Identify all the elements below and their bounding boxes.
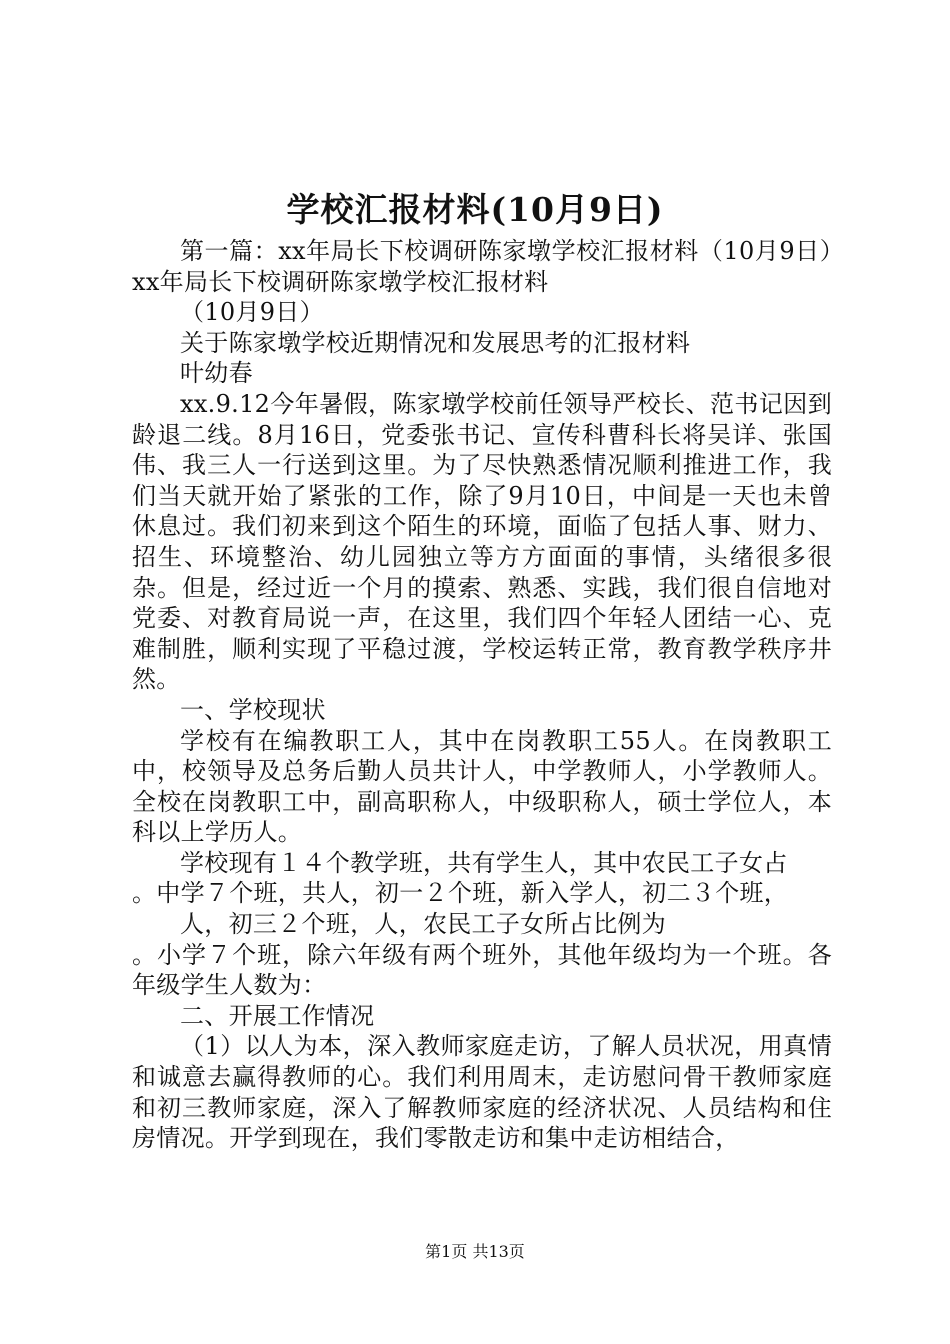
paragraph: xx.9.12今年暑假，陈家墩学校前任领导严校长、范书记因到龄退二线。8月16日，党委张书记、宣传科曹科长将吴详、张国伟、我三人一行送到这里。为了尽快熟悉情况顺利推进工作，我们当天就开始了紧张的工作，除了9月10日，中间是一天也未曾休息过。我们初来到这个陌生的环境，面临了包括人事、财力、招生、环境整治、幼儿园独立等方方面面的事情，头绪很多很杂。但是，经过近一个月的摸索、熟悉、实践，我们很自信地对党委、对教育局说一声，在这里，我们四个年轻人团结一心、克难制胜，顺利实现了平稳过渡，学校运转正常，教育教学秩序井然。: [132, 389, 832, 694]
document-body: [132, 236, 832, 1154]
paragraph: 学校现有１４个教学班，共有学生人，其中农民工子女占: [180, 848, 788, 877]
page-number-footer: 第1页 共13页: [425, 1242, 525, 1261]
section-heading: 二、开展工作情况: [180, 1001, 375, 1030]
section-heading: 一、学校现状: [180, 695, 326, 724]
paragraph: 。中学７个班，共人，初一２个班，新入学人，初二３个班，: [132, 879, 789, 908]
paragraph: （10月9日）: [180, 298, 324, 327]
paragraph: 。小学７个班，除六年级有两个班外，其他年级均为一个班。各年级学生人数为：: [132, 940, 832, 1000]
paragraph: 关于陈家墩学校近期情况和发展思考的汇报材料: [180, 328, 691, 357]
document-title: 学校汇报材料(10月9日): [286, 190, 664, 229]
paragraph: （1）以人为本，深入教师家庭走访，了解人员状况，用真情和诚意去赢得教师的心。我们利用周末，走访慰问骨干教师家庭和初三教师家庭，深入了解教师家庭的经济状况、人员结构和住房情况。开学到现在，我们零散走访和集中走访相结合，: [132, 1032, 832, 1153]
paragraph: 人，初三２个班，人，农民工子女所占比例为: [180, 910, 666, 939]
paragraph: 学校有在编教职工人，其中在岗教职工55人。在岗教职工中，校领导及总务后勤人员共计人，中学教师人，小学教师人。全校在岗教职工中，副高职称人，中级职称人，硕士学位人，本科以上学历人。: [132, 726, 832, 847]
paragraph: 第一篇：xx年局长下校调研陈家墩学校汇报材料（10月9日）xx年局长下校调研陈家墩学校汇报材料: [132, 237, 832, 296]
author-line: 叶幼春: [180, 359, 253, 388]
